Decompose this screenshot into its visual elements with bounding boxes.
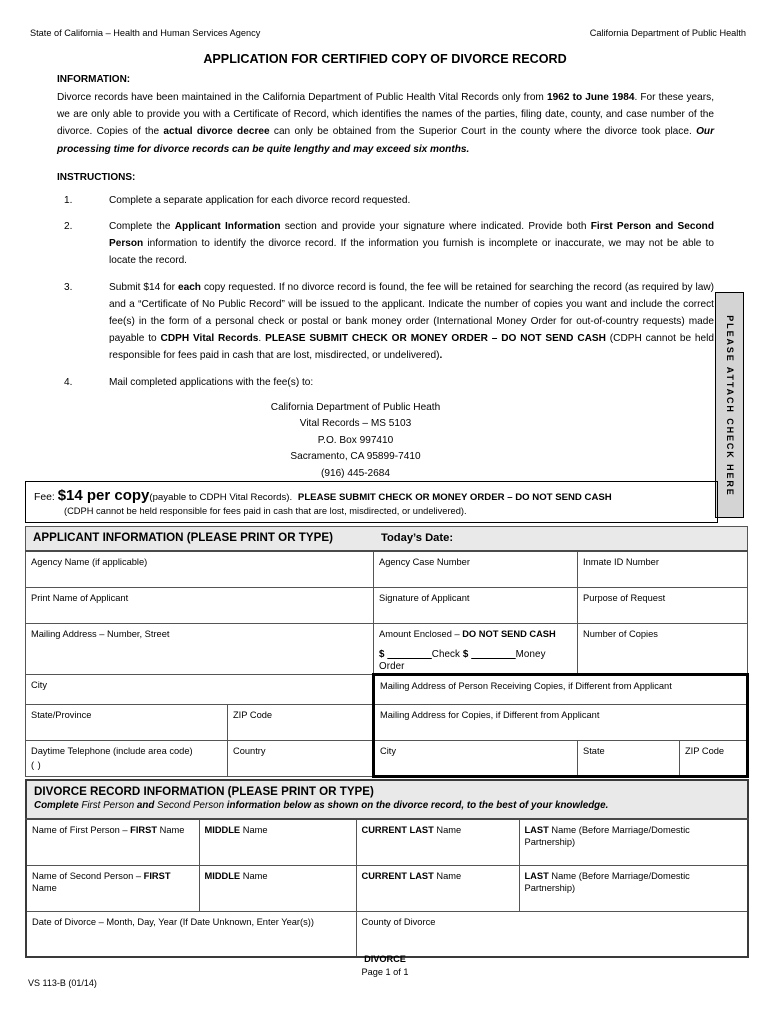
address-line: P.O. Box 997410 bbox=[317, 434, 394, 446]
agency-left-label: State of California – Health and Human Services Agency bbox=[30, 28, 261, 38]
field-second-person-last-name-before[interactable]: LAST Name (Before Marriage/Domestic Partnership) bbox=[519, 865, 748, 911]
field-county-of-divorce[interactable]: County of Divorce bbox=[356, 911, 748, 957]
instruction-item-1 bbox=[57, 192, 714, 209]
footer-page-number: Page 1 of 1 bbox=[361, 967, 409, 977]
field-daytime-telephone[interactable]: Daytime Telephone (include area code) ( ) bbox=[26, 740, 228, 776]
agency-header-row bbox=[30, 28, 746, 38]
todays-date-label: Today’s Date: bbox=[380, 532, 454, 544]
instruction-number: 2. bbox=[64, 221, 73, 233]
divorce-band-subtitle: Complete First Person and Second Person information below as shown on the divorce record, to the best of your knowledge. bbox=[34, 800, 609, 811]
footer-center bbox=[0, 953, 770, 979]
fee-amount: $14 per copy bbox=[57, 487, 150, 504]
instruction-number: 4. bbox=[64, 376, 73, 388]
field-date-of-divorce[interactable]: Date of Divorce – Month, Day, Year (If Date Unknown, Enter Year(s)) bbox=[26, 911, 356, 957]
table-row-band bbox=[26, 527, 748, 552]
footer-title: DIVORCE bbox=[364, 954, 406, 964]
field-receiving-state[interactable]: State bbox=[578, 740, 680, 776]
page-title: APPLICATION FOR CERTIFIED COPY OF DIVORCE RECORD bbox=[203, 52, 567, 66]
instruction-item-2 bbox=[57, 218, 714, 270]
instructions-heading: INSTRUCTIONS: bbox=[57, 171, 136, 183]
address-line: Sacramento, CA 95899-7410 bbox=[290, 451, 421, 463]
field-print-name-of-applicant[interactable]: Print Name of Applicant bbox=[26, 587, 374, 623]
address-line: California Department of Public Heath bbox=[270, 401, 441, 413]
attach-check-label: PLEASE ATTACH CHECK HERE bbox=[725, 315, 735, 497]
instruction-text: Complete a separate application for each divorce record requested. bbox=[109, 194, 411, 206]
address-line: Vital Records – MS 5103 bbox=[299, 418, 412, 430]
divorce-band bbox=[26, 780, 748, 819]
table-row bbox=[26, 623, 748, 674]
information-paragraph: Divorce records have been maintained in the California Department of Public Health Vital Records only from 1962 to June 1984. For these years, we are only able to provide you with a Certificate of Record, which identifies the names of the parties, filing date, county, and case number of the divorce. Copies of the actual divorce decree can only be obtained from the Superior Court in the county where the divorce took place. Our processing time for divorce records can be quite lengthy and may exceed six months. bbox=[57, 92, 715, 155]
address-line: (916) 445-2684 bbox=[320, 467, 391, 479]
field-signature-of-applicant[interactable]: Signature of Applicant bbox=[374, 587, 578, 623]
instruction-text: Complete the Applicant Information section and provide your signature where indicated. Provide both First Person and Second Person information to identify the divorce record. If the information you furnish is incomplete or inaccurate, we may not be able to locate the record. bbox=[109, 221, 714, 267]
instruction-number: 3. bbox=[64, 281, 73, 293]
body-region bbox=[57, 70, 714, 482]
field-receiving-mailing-address-1[interactable]: Mailing Address of Person Receiving Copies, if Different from Applicant bbox=[374, 674, 748, 704]
table-row bbox=[26, 911, 748, 957]
field-zip-code[interactable]: ZIP Code bbox=[228, 704, 374, 740]
field-receiving-city[interactable]: City bbox=[374, 740, 578, 776]
divorce-band-title: DIVORCE RECORD INFORMATION (PLEASE PRINT OR TYPE) bbox=[34, 785, 374, 798]
table-row bbox=[26, 819, 748, 865]
fee-disclaimer: (CDPH cannot be held responsible for fees paid in cash that are lost, misdirected, or undelivered). bbox=[64, 506, 467, 516]
attach-check-tab bbox=[715, 292, 744, 518]
instruction-number: 1. bbox=[64, 194, 73, 206]
instruction-item-4 bbox=[57, 374, 714, 391]
instruction-item-3 bbox=[57, 279, 714, 365]
divorce-record-information-table bbox=[25, 779, 749, 958]
applicant-band bbox=[26, 527, 748, 552]
fee-box bbox=[25, 481, 718, 523]
instruction-text: Submit $14 for each copy requested. If no divorce record is found, the fee will be retained for searching the record (as required by law) and a “Certificate of No Public Record” will be issued to the applicant. Indicate the number of copies you want and include the correct fee(s) in the form of a personal check or postal or bank money order (International Money Order for out-of-country requests) made payable to CDPH Vital Records. PLEASE SUBMIT CHECK OR MONEY ORDER – DO NOT SEND CASH (CDPH cannot be held responsible for fees paid in cash that are lost, misdirected, or undelivered). bbox=[109, 281, 715, 362]
agency-right-label: California Department of Public Health bbox=[589, 28, 746, 38]
field-receiving-mailing-address-2[interactable]: Mailing Address for Copies, if Different from Applicant bbox=[374, 704, 748, 740]
field-second-person-current-last-name[interactable]: CURRENT LAST Name bbox=[356, 865, 519, 911]
field-city[interactable]: City bbox=[26, 674, 374, 704]
field-first-person-first-name[interactable]: Name of First Person – FIRST Name bbox=[26, 819, 199, 865]
mailing-address-block bbox=[57, 400, 654, 483]
field-state-province[interactable]: State/Province bbox=[26, 704, 228, 740]
field-first-person-middle-name[interactable]: MIDDLE Name bbox=[199, 819, 356, 865]
field-agency-name[interactable]: Agency Name (if applicable) bbox=[26, 551, 374, 587]
applicant-information-table bbox=[25, 526, 749, 778]
field-country[interactable]: Country bbox=[228, 740, 374, 776]
field-agency-case-number[interactable]: Agency Case Number bbox=[374, 551, 578, 587]
table-row bbox=[26, 551, 748, 587]
table-row bbox=[26, 865, 748, 911]
information-heading: INFORMATION: bbox=[57, 74, 131, 85]
fee-main-line: Fee: $14 per copy(payable to CDPH Vital Records). PLEASE SUBMIT CHECK OR MONEY ORDER – DO NOT SEND CASH bbox=[34, 487, 612, 504]
table-row bbox=[26, 674, 748, 704]
field-first-person-current-last-name[interactable]: CURRENT LAST Name bbox=[356, 819, 519, 865]
applicant-band-title: APPLICANT INFORMATION (PLEASE PRINT OR TYPE) bbox=[33, 531, 333, 544]
table-row bbox=[26, 740, 748, 776]
instruction-text: Mail completed applications with the fee(s) to: bbox=[109, 376, 314, 388]
field-receiving-zip-code[interactable]: ZIP Code bbox=[680, 740, 748, 776]
field-amount-enclosed[interactable]: Amount Enclosed – DO NOT SEND CASH $ ________Check $ ________Money Order bbox=[374, 623, 578, 674]
phone-parentheses[interactable]: ( ) bbox=[31, 759, 42, 770]
field-second-person-middle-name[interactable]: MIDDLE Name bbox=[199, 865, 356, 911]
footer-form-number: VS 113-B (01/14) bbox=[28, 978, 97, 988]
money-amount-line[interactable]: $ ________Check $ ________Money Order bbox=[379, 648, 546, 672]
field-number-of-copies[interactable]: Number of Copies bbox=[578, 623, 748, 674]
field-inmate-id-number[interactable]: Inmate ID Number bbox=[578, 551, 748, 587]
instructions-list bbox=[57, 192, 714, 483]
field-purpose-of-request[interactable]: Purpose of Request bbox=[578, 587, 748, 623]
table-row-band bbox=[26, 780, 748, 819]
field-first-person-last-name-before[interactable]: LAST Name (Before Marriage/Domestic Partnership) bbox=[519, 819, 748, 865]
table-row bbox=[26, 587, 748, 623]
field-mailing-address[interactable]: Mailing Address – Number, Street bbox=[26, 623, 374, 674]
field-second-person-first-name[interactable]: Name of Second Person – FIRST Name bbox=[26, 865, 199, 911]
table-row bbox=[26, 704, 748, 740]
